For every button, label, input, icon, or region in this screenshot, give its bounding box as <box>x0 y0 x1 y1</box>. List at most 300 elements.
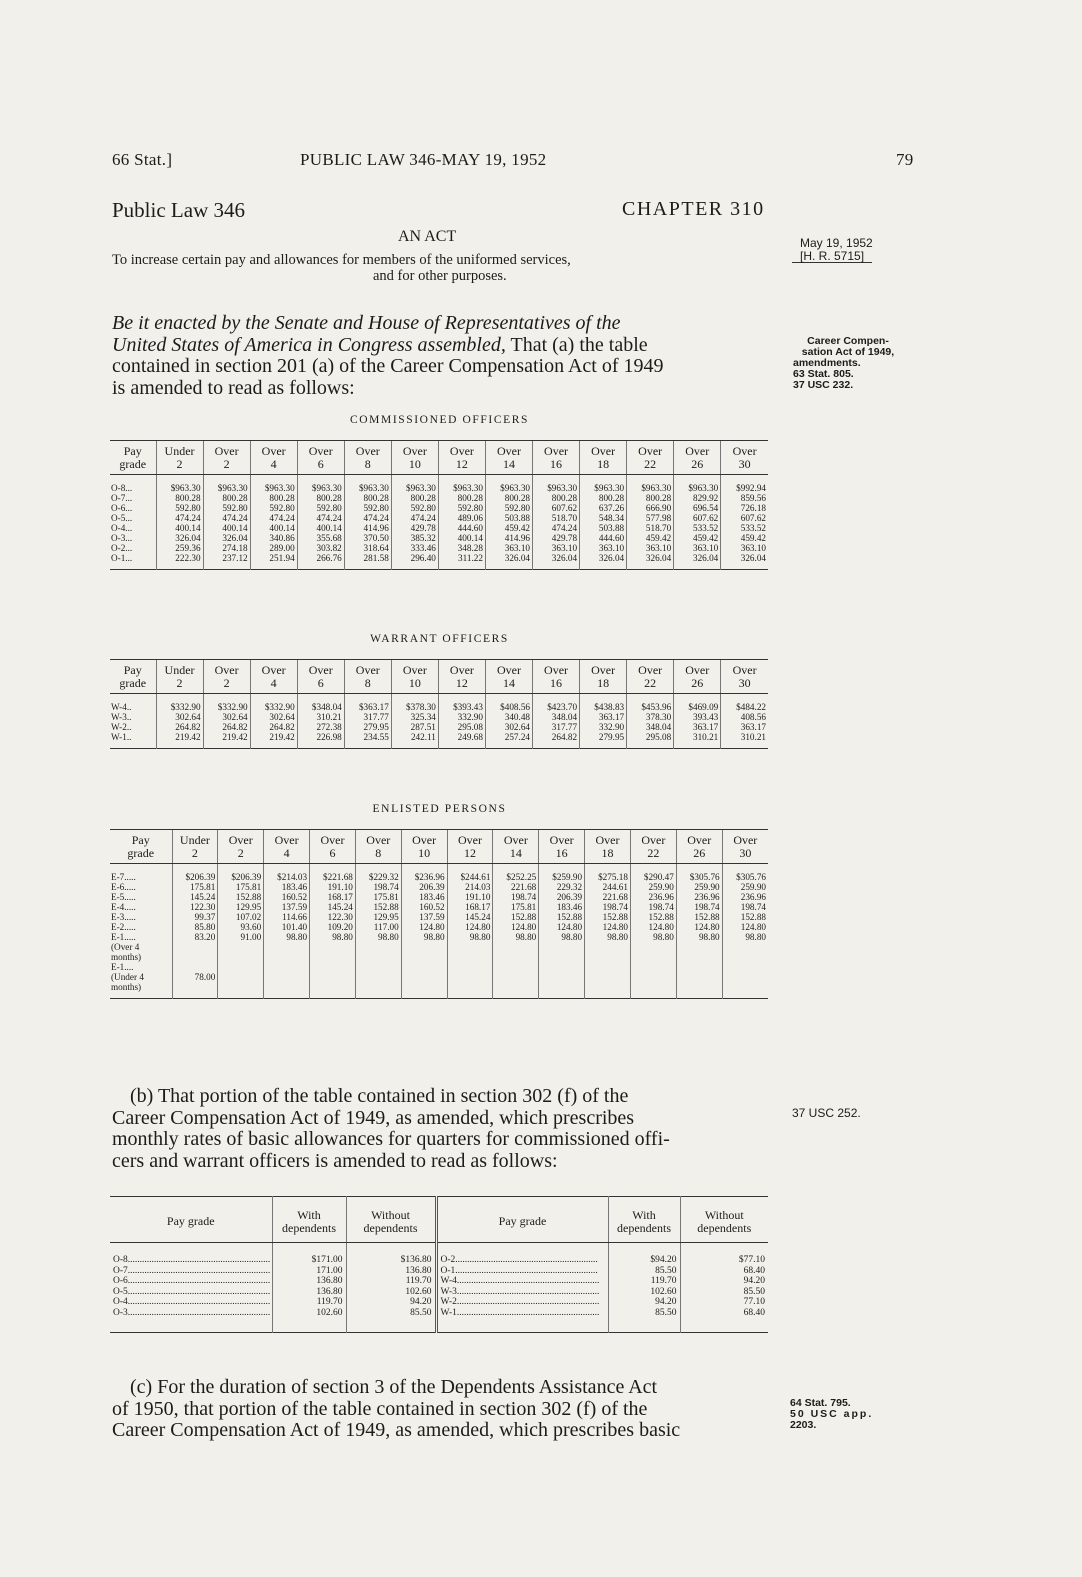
header-without-dependents-right: Without dependents <box>680 1197 768 1243</box>
pay-cell: 326.04 <box>156 533 203 543</box>
pay-cell: $963.30 <box>250 483 297 493</box>
pay-cell: $963.30 <box>533 483 580 493</box>
table-row <box>110 722 768 732</box>
header-years-8: Over 8 <box>344 441 391 475</box>
pay-cell: 385.32 <box>391 533 438 543</box>
row-grade: E-1..... (Over 4 months) <box>111 932 142 962</box>
pay-cell: 533.52 <box>674 523 721 533</box>
pay-cell: 355.68 <box>297 533 344 543</box>
act-purpose-line-2: and for other purposes. <box>373 268 507 284</box>
header-pay-grade-left: Pay grade <box>110 1197 272 1243</box>
pay-cell: 696.54 <box>674 503 721 513</box>
margin-date: May 19, 1952 <box>800 236 873 250</box>
pay-cell: 219.42 <box>250 732 297 749</box>
table-row <box>110 503 768 513</box>
pay-cell: 109.20 <box>310 922 356 932</box>
pay-cell: 296.40 <box>391 553 438 570</box>
pay-cell: 637.26 <box>580 503 627 513</box>
header-years-12: Over 12 <box>438 660 485 694</box>
header-years-10: Over 10 <box>401 830 447 864</box>
pay-cell: 122.30 <box>172 902 218 912</box>
header-years-26: Over 26 <box>674 660 721 694</box>
pay-cell: 175.81 <box>172 882 218 892</box>
header-years-22: Over 22 <box>627 441 674 475</box>
pay-cell: 175.81 <box>355 892 401 902</box>
pay-cell: 244.61 <box>585 882 631 892</box>
pay-cell: 317.77 <box>533 722 580 732</box>
pay-cell: $963.30 <box>344 483 391 493</box>
pay-cell: $963.30 <box>297 483 344 493</box>
pay-cell: 400.14 <box>297 523 344 533</box>
table-row <box>110 912 768 922</box>
row-grade: E-5..... <box>111 892 136 902</box>
quarters-grade: W-3............................................................ <box>436 1287 608 1298</box>
pay-cell: 234.55 <box>344 732 391 749</box>
header-years-8: Over 8 <box>344 660 391 694</box>
pay-cell: $236.96 <box>401 872 447 882</box>
pay-cell: $221.68 <box>310 872 356 882</box>
pay-cell: 229.32 <box>539 882 585 892</box>
pay-cell: $963.30 <box>203 483 250 493</box>
pay-cell: 274.18 <box>203 543 250 553</box>
table-commissioned-officers <box>110 440 768 570</box>
pay-cell: 800.28 <box>580 493 627 503</box>
pay-cell: 124.80 <box>493 922 539 932</box>
pay-cell: 800.28 <box>344 493 391 503</box>
table-row <box>110 702 768 712</box>
header-with-dependents-left: With dependents <box>272 1197 346 1243</box>
pay-cell: $275.18 <box>585 872 631 882</box>
pay-cell: 78.00 <box>172 962 218 999</box>
pay-cell: 302.64 <box>156 712 203 722</box>
pay-cell: $963.30 <box>391 483 438 493</box>
pay-cell: 474.24 <box>533 523 580 533</box>
quarters-without: 85.50 <box>346 1308 436 1333</box>
header-years-6: Over 6 <box>297 441 344 475</box>
header-years-2: Over 2 <box>203 660 250 694</box>
pay-cell: 152.88 <box>676 912 722 922</box>
pay-cell: $363.17 <box>344 702 391 712</box>
pay-cell: 800.28 <box>203 493 250 503</box>
pay-cell: 175.81 <box>493 902 539 912</box>
pay-cell: 264.82 <box>533 732 580 749</box>
chapter-number: CHAPTER 310 <box>622 198 765 220</box>
row-grade: O-2... <box>111 543 133 553</box>
pay-cell: 98.80 <box>539 932 585 962</box>
pay-cell: 444.60 <box>438 523 485 533</box>
pay-cell: 221.68 <box>493 882 539 892</box>
pay-cell: 332.90 <box>438 712 485 722</box>
pay-cell: 363.10 <box>627 543 674 553</box>
pay-cell: 191.10 <box>310 882 356 892</box>
pay-cell: 414.96 <box>485 533 532 543</box>
quarters-grade: O-6............................................................ <box>113 1276 271 1286</box>
pay-cell: 459.42 <box>485 523 532 533</box>
pay-cell: 310.21 <box>721 732 768 749</box>
pay-cell: 236.96 <box>630 892 676 902</box>
pay-cell: 429.78 <box>391 523 438 533</box>
row-grade: O-8... <box>111 483 133 493</box>
header-years-8: Over 8 <box>355 830 401 864</box>
pay-cell: 400.14 <box>250 523 297 533</box>
pay-cell: 175.81 <box>218 882 264 892</box>
margin-bill-number: [H. R. 5715] <box>792 251 872 263</box>
pay-cell: 592.80 <box>391 503 438 513</box>
pay-cell: 429.78 <box>533 533 580 543</box>
pay-cell: $963.30 <box>627 483 674 493</box>
pay-cell: 85.80 <box>172 922 218 932</box>
pay-cell: 124.80 <box>585 922 631 932</box>
pay-cell: 318.64 <box>344 543 391 553</box>
pay-cell: 408.56 <box>721 712 768 722</box>
table-row <box>110 932 768 962</box>
paragraph-b: (b) That portion of the table contained in section 302 (f) of the Career Compensation Act of 1949, as amended, which prescribes monthly rates of basic allowances for quarters for commissioned offi- cers and warrant officers is amended to read as follows: <box>112 1085 670 1172</box>
pay-cell: 226.98 <box>297 732 344 749</box>
pay-cell: 348.28 <box>438 543 485 553</box>
pay-cell: 264.82 <box>156 722 203 732</box>
pay-cell: 259.90 <box>630 882 676 892</box>
pay-cell: 370.50 <box>344 533 391 543</box>
pay-cell: 326.04 <box>627 553 674 570</box>
pay-cell: $484.22 <box>721 702 768 712</box>
pay-cell: 302.64 <box>250 712 297 722</box>
table-row <box>110 732 768 749</box>
quarters-grade: O-8............................................................ <box>113 1255 271 1265</box>
row-grade: O-6... <box>111 503 133 513</box>
paragraph-c: (c) For the duration of section 3 of the Dependents Assistance Act of 1950, that portion of the table contained in section 302 (f) of the Career Compensation Act of 1949, as amended, which prescribes basic <box>112 1376 681 1441</box>
quarters-grade: O-3............................................................ <box>113 1307 271 1318</box>
margin-note-37-usc-252: 37 USC 252. <box>792 1106 861 1120</box>
pay-cell: 257.24 <box>485 732 532 749</box>
pay-cell: 160.52 <box>401 902 447 912</box>
pay-cell: 91.00 <box>218 932 264 962</box>
pay-cell: $332.90 <box>156 702 203 712</box>
pay-cell: 259.90 <box>676 882 722 892</box>
row-grade: O-3... <box>111 533 133 543</box>
pay-cell: 124.80 <box>539 922 585 932</box>
pay-cell: 198.74 <box>585 902 631 912</box>
running-title: PUBLIC LAW 346-MAY 19, 1952 <box>300 150 547 169</box>
caption-enlisted-persons: ENLISTED PERSONS <box>372 803 507 815</box>
pay-cell: 98.80 <box>676 932 722 962</box>
pay-cell: 98.80 <box>264 932 310 962</box>
pay-cell: $259.90 <box>539 872 585 882</box>
pay-cell: 222.30 <box>156 553 203 570</box>
pay-cell: 221.68 <box>585 892 631 902</box>
pay-cell: 363.17 <box>580 712 627 722</box>
pay-cell: 459.42 <box>721 533 768 543</box>
pay-cell: 129.95 <box>218 902 264 912</box>
pay-cell: 145.24 <box>172 892 218 902</box>
pay-cell: 800.28 <box>250 493 297 503</box>
quarters-with: 119.70 <box>272 1297 346 1308</box>
pay-cell: 168.17 <box>310 892 356 902</box>
quarters-with: 171.00 <box>272 1266 346 1277</box>
pay-cell: 363.17 <box>674 722 721 732</box>
pay-cell: 114.66 <box>264 912 310 922</box>
header-years-16: Over 16 <box>539 830 585 864</box>
header-years-2: Under 2 <box>156 441 203 475</box>
header-row <box>110 830 768 864</box>
quarters-without: 94.20 <box>680 1276 768 1287</box>
table-row <box>110 543 768 553</box>
pay-cell: 152.88 <box>722 912 768 922</box>
pay-cell: 348.04 <box>533 712 580 722</box>
pay-cell: 183.46 <box>401 892 447 902</box>
pay-cell: 198.74 <box>355 882 401 892</box>
table-row <box>110 1266 768 1277</box>
pay-cell: 326.04 <box>533 553 580 570</box>
quarters-without: 94.20 <box>346 1297 436 1308</box>
pay-cell: 302.64 <box>203 712 250 722</box>
header-with-dependents-right: With dependents <box>608 1197 680 1243</box>
pay-cell: 363.10 <box>721 543 768 553</box>
pay-cell: 326.04 <box>721 553 768 570</box>
header-years-14: Over 14 <box>493 830 539 864</box>
pay-cell: 340.86 <box>250 533 297 543</box>
pay-cell: 326.04 <box>674 553 721 570</box>
pay-cell: $423.70 <box>533 702 580 712</box>
pay-cell: 206.39 <box>401 882 447 892</box>
table-row <box>110 872 768 882</box>
pay-cell: 378.30 <box>627 712 674 722</box>
pay-cell: 459.42 <box>627 533 674 543</box>
caption-warrant-officers: WARRANT OFFICERS <box>370 633 509 645</box>
header-years-2: Over 2 <box>218 830 264 864</box>
table-row <box>110 712 768 722</box>
pay-cell: 183.46 <box>264 882 310 892</box>
pay-cell: 518.70 <box>533 513 580 523</box>
caption-commissioned-officers: COMMISSIONED OFFICERS <box>350 414 529 426</box>
pay-cell: 859.56 <box>721 493 768 503</box>
page-number: 79 <box>896 150 914 169</box>
pay-cell: 474.24 <box>203 513 250 523</box>
pay-cell: 281.58 <box>344 553 391 570</box>
row-grade: W-2.. <box>111 722 132 732</box>
quarters-grade: W-2............................................................ <box>436 1297 608 1308</box>
pay-cell: 124.80 <box>722 922 768 932</box>
pay-cell: 666.90 <box>627 503 674 513</box>
pay-cell: 393.43 <box>674 712 721 722</box>
pay-cell: 101.40 <box>264 922 310 932</box>
pay-cell: $332.90 <box>250 702 297 712</box>
header-years-12: Over 12 <box>438 441 485 475</box>
pay-cell: 259.90 <box>722 882 768 892</box>
pay-cell: 117.00 <box>355 922 401 932</box>
pay-cell: 198.74 <box>722 902 768 912</box>
pay-cell: 198.74 <box>493 892 539 902</box>
pay-cell: 400.14 <box>203 523 250 533</box>
header-row <box>110 660 768 694</box>
header-years-16: Over 16 <box>533 441 580 475</box>
header-years-18: Over 18 <box>585 830 631 864</box>
pay-cell: 152.88 <box>585 912 631 922</box>
pay-cell: $963.30 <box>485 483 532 493</box>
pay-cell: 236.96 <box>722 892 768 902</box>
pay-cell: 592.80 <box>156 503 203 513</box>
pay-cell: $438.83 <box>580 702 627 712</box>
pay-cell: 198.74 <box>630 902 676 912</box>
pay-cell: 98.80 <box>355 932 401 962</box>
table-row <box>110 1287 768 1298</box>
table-row <box>110 533 768 543</box>
pay-cell: 249.68 <box>438 732 485 749</box>
pay-cell: 503.88 <box>580 523 627 533</box>
pay-cell: $963.30 <box>674 483 721 493</box>
margin-note-career-compensation: Career Compen- sation Act of 1949, amendments. 63 Stat. 805. 37 USC 232. <box>793 335 895 391</box>
pay-cell: 800.28 <box>533 493 580 503</box>
header-years-6: Over 6 <box>297 660 344 694</box>
pay-cell: 726.18 <box>721 503 768 513</box>
row-grade: E-4..... <box>111 902 136 912</box>
table-row <box>110 1297 768 1308</box>
pay-cell: 414.96 <box>344 523 391 533</box>
act-purpose-line-1: To increase certain pay and allowances for members of the uniformed services, <box>112 252 571 268</box>
table-quarters-allowances <box>110 1196 768 1333</box>
header-years-2: Over 2 <box>203 441 250 475</box>
pay-cell: 279.95 <box>580 732 627 749</box>
pay-cell: 317.77 <box>344 712 391 722</box>
row-grade: W-4.. <box>111 702 132 712</box>
pay-cell: 219.42 <box>203 732 250 749</box>
margin-note-dependents-assistance: 64 Stat. 795. 50 USC app. 2203. <box>790 1397 874 1431</box>
table-enlisted-persons <box>110 829 768 999</box>
pay-cell: 592.80 <box>203 503 250 513</box>
pay-cell: 152.88 <box>493 912 539 922</box>
pay-cell: 124.80 <box>630 922 676 932</box>
pay-cell: 152.88 <box>218 892 264 902</box>
quarters-without: $77.10 <box>680 1243 768 1266</box>
pay-cell: 310.21 <box>674 732 721 749</box>
pay-cell: 607.62 <box>674 513 721 523</box>
pay-cell: $963.30 <box>580 483 627 493</box>
act-heading: AN ACT <box>398 228 457 245</box>
quarters-without: 77.10 <box>680 1297 768 1308</box>
row-grade: O-5... <box>111 513 133 523</box>
header-years-30: Over 30 <box>722 830 768 864</box>
quarters-without: 68.40 <box>680 1308 768 1333</box>
pay-cell: 122.30 <box>310 912 356 922</box>
enacting-clause: Be it enacted by the Senate and House of Representatives of the United States of America in Congress assembled, That (a) the table contained in section 201 (a) of the Career Compensation Act of 1949 is amended to read as follows: <box>112 312 664 399</box>
pay-cell: 829.92 <box>674 493 721 503</box>
pay-cell: 800.28 <box>627 493 674 503</box>
pay-cell: 800.28 <box>297 493 344 503</box>
quarters-with: 102.60 <box>272 1308 346 1333</box>
pay-cell: 191.10 <box>447 892 493 902</box>
header-years-4: Over 4 <box>264 830 310 864</box>
pay-cell: $252.25 <box>493 872 539 882</box>
header-years-18: Over 18 <box>580 441 627 475</box>
pay-cell: 348.04 <box>627 722 674 732</box>
pay-cell: 99.37 <box>172 912 218 922</box>
header-years-18: Over 18 <box>580 660 627 694</box>
row-grade: W-3.. <box>111 712 132 722</box>
pay-cell: 152.88 <box>539 912 585 922</box>
pay-cell: 326.04 <box>203 533 250 543</box>
pay-cell: $963.30 <box>438 483 485 493</box>
pay-cell: 219.42 <box>156 732 203 749</box>
pay-cell: $963.30 <box>156 483 203 493</box>
pay-cell: 83.20 <box>172 932 218 962</box>
pay-cell: 400.14 <box>438 533 485 543</box>
pay-cell: 206.39 <box>539 892 585 902</box>
quarters-grade: O-5............................................................ <box>113 1286 271 1297</box>
pay-cell: 98.80 <box>585 932 631 962</box>
quarters-with: 136.80 <box>272 1276 346 1287</box>
header-years-30: Over 30 <box>721 441 768 475</box>
header-years-6: Over 6 <box>310 830 356 864</box>
quarters-without: $136.80 <box>346 1243 436 1266</box>
header-years-26: Over 26 <box>674 441 721 475</box>
quarters-grade: O-1............................................................ <box>436 1266 608 1277</box>
quarters-without: 85.50 <box>680 1287 768 1298</box>
pay-cell: 340.48 <box>485 712 532 722</box>
pay-cell: 272.38 <box>297 722 344 732</box>
row-grade: E-2..... <box>111 922 136 932</box>
header-years-22: Over 22 <box>630 830 676 864</box>
quarters-grade: O-4............................................................ <box>113 1297 271 1307</box>
quarters-grade: O-2............................................................ <box>436 1243 608 1266</box>
header-years-4: Over 4 <box>250 660 297 694</box>
header-pay-grade-right: Pay grade <box>436 1197 608 1243</box>
table-row <box>110 1276 768 1287</box>
pay-cell: 326.04 <box>580 553 627 570</box>
pay-cell: $453.96 <box>627 702 674 712</box>
pay-cell: 800.28 <box>485 493 532 503</box>
pay-cell: 326.04 <box>485 553 532 570</box>
pay-cell: 474.24 <box>391 513 438 523</box>
law-name: Public Law 346 <box>112 198 245 222</box>
header-pay-grade: Pay grade <box>110 660 156 694</box>
pay-cell: 518.70 <box>627 523 674 533</box>
pay-cell: 474.24 <box>297 513 344 523</box>
pay-cell: 533.52 <box>721 523 768 533</box>
pay-cell: 137.59 <box>264 902 310 912</box>
header-pay-grade: Pay grade <box>110 830 172 864</box>
pay-cell: 474.24 <box>344 513 391 523</box>
pay-cell: 800.28 <box>391 493 438 503</box>
pay-cell: 592.80 <box>297 503 344 513</box>
pay-cell: $348.04 <box>297 702 344 712</box>
pay-cell: 474.24 <box>156 513 203 523</box>
header-years-16: Over 16 <box>533 660 580 694</box>
table-row <box>110 513 768 523</box>
row-grade: O-7... <box>111 493 133 503</box>
row-grade: E-1.... (Under 4 months) <box>111 962 144 992</box>
row-grade: E-3..... <box>111 912 136 922</box>
pay-cell: 129.95 <box>355 912 401 922</box>
pay-cell: $214.03 <box>264 872 310 882</box>
pay-cell: 124.80 <box>676 922 722 932</box>
header-years-30: Over 30 <box>721 660 768 694</box>
table-row <box>110 922 768 932</box>
pay-cell: 264.82 <box>203 722 250 732</box>
pay-cell: 237.12 <box>203 553 250 570</box>
quarters-with: $94.20 <box>608 1243 680 1266</box>
pay-cell: 303.82 <box>297 543 344 553</box>
header-years-14: Over 14 <box>485 441 532 475</box>
quarters-with: 85.50 <box>608 1308 680 1333</box>
pay-cell: $408.56 <box>485 702 532 712</box>
pay-cell: 363.17 <box>721 722 768 732</box>
pay-cell: 363.10 <box>580 543 627 553</box>
pay-cell: 98.80 <box>630 932 676 962</box>
table-row <box>110 1308 768 1333</box>
quarters-grade: W-4............................................................ <box>436 1276 608 1287</box>
pay-cell: 145.24 <box>310 902 356 912</box>
pay-cell: 183.46 <box>539 902 585 912</box>
pay-cell: 459.42 <box>674 533 721 543</box>
